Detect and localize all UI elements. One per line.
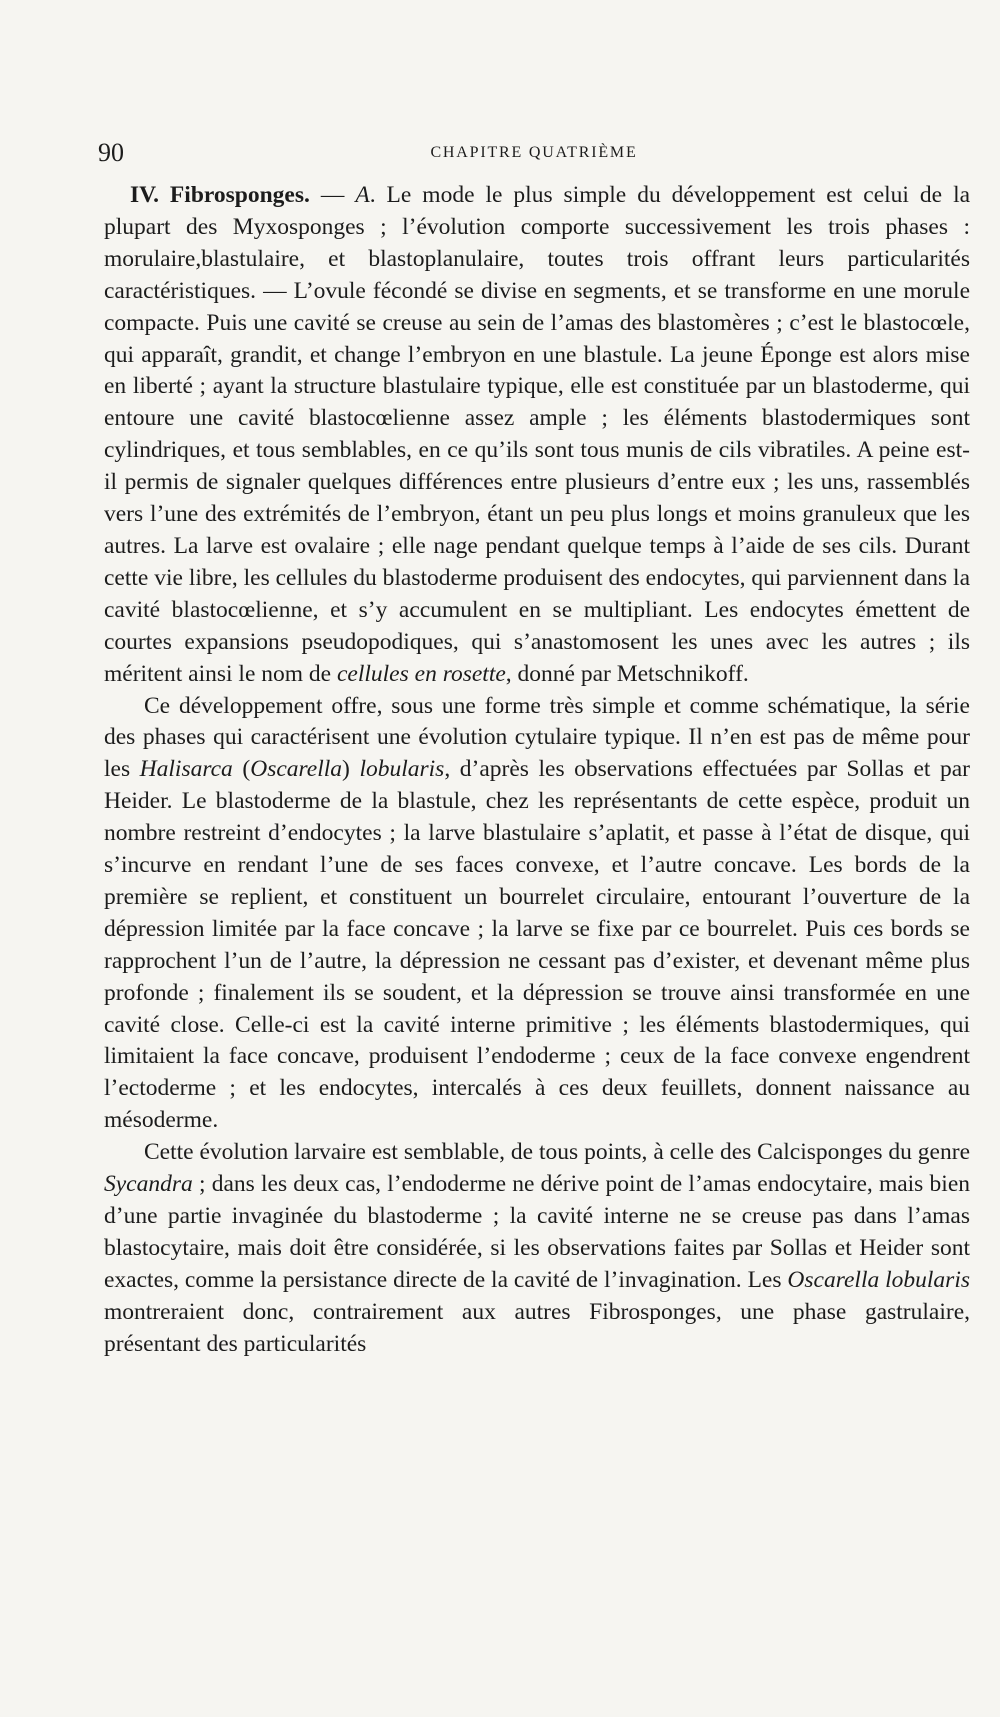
page-header — [98, 138, 970, 174]
page-number: 90 — [98, 138, 124, 167]
paragraph-text: ) — [342, 756, 360, 783]
paragraph-text: , donné par Metschnikoff. — [505, 660, 749, 687]
subsection-label: A — [355, 182, 370, 208]
paragraph-1 — [104, 180, 970, 691]
italic-term: Halisarca — [139, 756, 233, 783]
italic-term: Sycandra — [104, 1171, 193, 1198]
paragraph-text: montreraient donc, contrairement aux autres Fibrosponges, une phase gastrulaire, présentant des particularités — [104, 1298, 970, 1357]
body-text — [104, 180, 970, 1361]
dash: — — [309, 182, 356, 208]
paragraph-2 — [104, 691, 970, 1138]
paragraph-3 — [104, 1137, 970, 1360]
italic-term: Oscarella — [250, 756, 343, 783]
section-label: IV. Fibrosponges. — [130, 182, 310, 208]
paragraph-text: Ce développement offre, sous une forme très simple et comme schématique, la série des phases qui caractérisent une évolution cytulaire typique. Il n’en est pas de même pour les — [104, 692, 970, 783]
paragraph-text: Cette évolution larvaire est semblable, de tous points, à celle des Calcisponges du genre — [144, 1139, 970, 1166]
paragraph-text: , d’après les observations effectuées par Sollas et par Heider. Le blastoderme de la blastule, chez les représentants de cette espèce, produit un nombre restreint d’endocytes ; la larve blastulaire s’aplatit, et passe à l’état de disque, qui s’incurve en rendant l’une de ses faces convexe, et l’autre concave. Les bords de la première se replient, et constituent un bourrelet circulaire, entourant l’ouverture de la dépression limitée par la face concave ; la larve se fixe par ce bourrelet. Puis ces bords se rapprochent l’un de l’autre, la dépression ne cessant pas d’exister, et devenant même plus profonde ; finalement ils se soudent, et la dépression se trouve ainsi transformée en une cavité close. Celle-ci est la cavité interne primitive ; les éléments blastodermiques, qui limitaient la face concave, produisent l’endoderme ; ceux de la face convexe engendrent l’ectoderme ; et les endocytes, intercalés à ces deux feuillets, donnent naissance au mésoderme. — [104, 756, 971, 1134]
italic-term: lobularis — [359, 756, 445, 783]
italic-term: cellules en rosette — [336, 660, 506, 687]
running-head: CHAPITRE QUATRIÈME — [430, 144, 638, 161]
italic-term: Oscarella lobularis — [787, 1266, 971, 1293]
paragraph-text: ( — [232, 756, 251, 783]
paragraph-text: ; dans les deux cas, l’endoderme ne dérive point de l’amas endocytaire, mais bien d’une partie invaginée du blastoderme ; la cavité interne ne se creuse pas dans l’amas blastocytaire, mais doit être considérée, si les observations faites par Sollas et Heider sont exactes, comme la persistance directe de la cavité de l’invagination. Les — [104, 1171, 970, 1293]
paragraph-text: . Le mode le plus simple du développement est celui de la plupart des Myxosponges ; l’évolution comporte successivement les trois phases : morulaire,blastulaire, et blastoplanulaire, toutes trois offrant leurs particularités caractéristiques. — L’ovule fécondé se divise en segments, et se transforme en une morule compacte. Puis une cavité se creuse au sein de l’amas des blastomères ; c’est le blastocœle, qui apparaît, grandit, et change l’embryon en une blastule. La jeune Éponge est alors mise en liberté ; ayant la structure blastulaire typique, elle est constituée par un blastoderme, qui entoure une cavité blastocœlienne assez ample ; les éléments blastodermiques sont cylindriques, et tous semblables, en ce qu’ils sont tous munis de cils vibratiles. A peine est-il permis de signaler quelques différences entre plusieurs d’entre eux ; les uns, rassemblés vers l’une des extrémités de l’embryon, étant un peu plus longs et moins granuleux que les autres. La larve est ovalaire ; elle nage pendant quelque temps à l’aide de ses cils. Durant cette vie libre, les cellules du blastoderme produisent des endocytes, qui parviennent dans la cavité blastocœlienne, et s’y accumulent en se multipliant. Les endocytes émettent de courtes expansions pseudopodiques, qui s’anastomosent les unes avec les autres ; ils méritent ainsi le nom de — [104, 182, 971, 687]
